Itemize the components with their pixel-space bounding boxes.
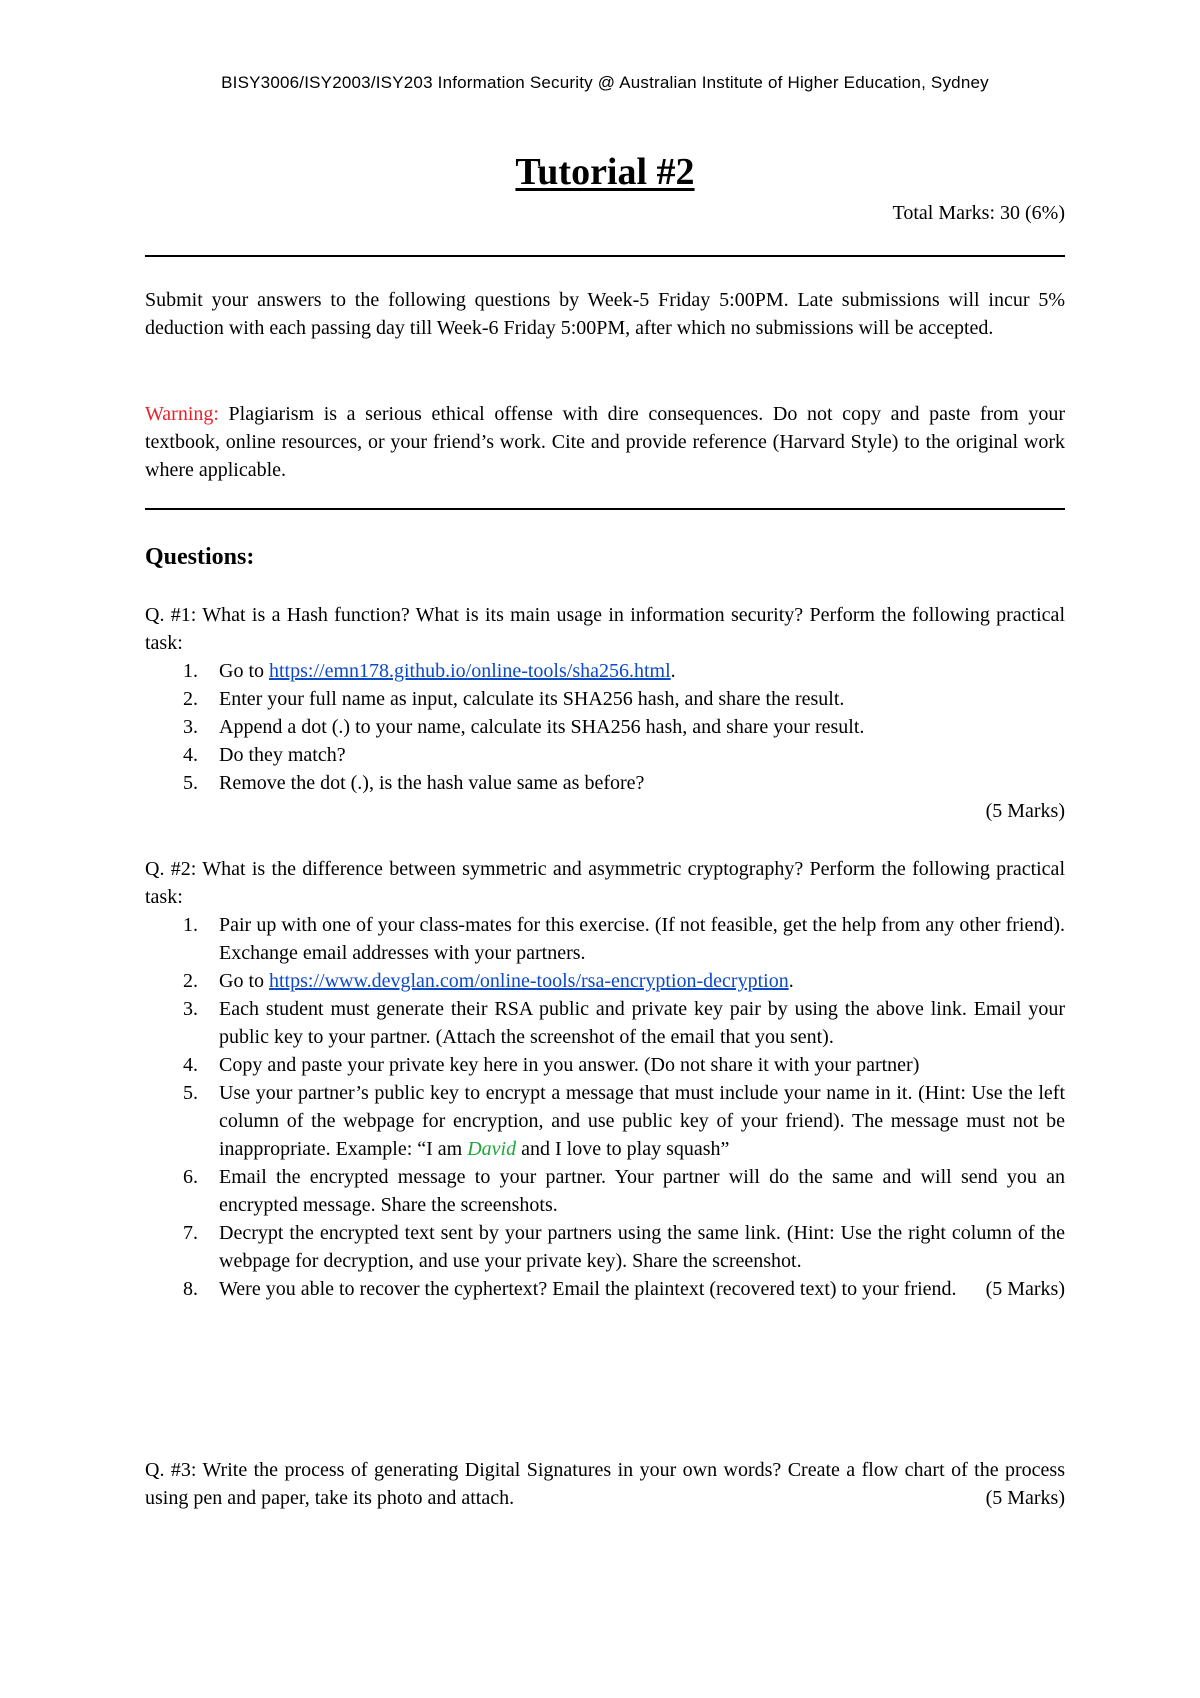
list-item: 1. Pair up with one of your class-mates for this exercise. (If not feasible, get the help from any other friend). Exchange email addresses with your partners. — [183, 914, 1065, 964]
list-item: 5. Remove the dot (.), is the hash value same as before? — [183, 772, 645, 794]
list-item: 3. Each student must generate their RSA public and private key pair by using the above link. Email your public key to your partner. (Attach the screenshot of the email that you sent). — [183, 998, 1065, 1048]
divider-bottom — [145, 508, 1065, 510]
total-marks: Total Marks: 30 (6%) — [892, 202, 1065, 224]
divider-top — [145, 255, 1065, 257]
list-item: 4. Do they match? — [183, 744, 346, 766]
question-2 — [145, 855, 1065, 1303]
list-item: 1. Go to https://emn178.github.io/online-tools/sha256.html. — [183, 660, 676, 682]
question-1-text: Q. #1: What is a Hash function? What is its main usage in information security? Perform the following practical task: — [145, 604, 1065, 654]
question-1 — [145, 601, 1065, 825]
question-2-text: Q. #2: What is the difference between symmetric and asymmetric cryptography? Perform the following practical task: — [145, 858, 1065, 908]
questions-heading: Questions: — [145, 544, 255, 570]
question-3-text: Q. #3: Write the process of generating Digital Signatures in your own words? Create a flow chart of the process using pen and paper, take its photo and attach. — [145, 1459, 1065, 1509]
list-item: 2. Go to https://www.devglan.com/online-tools/rsa-encryption-decryption. — [183, 970, 794, 992]
question-2-marks: (5 Marks) — [985, 1278, 1065, 1300]
example-name: David — [467, 1138, 517, 1160]
plagiarism-warning — [145, 400, 1065, 484]
question-3 — [145, 1456, 1065, 1512]
warning-text: Plagiarism is a serious ethical offense with dire consequences. Do not copy and paste from your textbook, online resources, or your friend’s work. Cite and provide reference (Harvard Style) to the original work where applicable. — [145, 403, 1065, 481]
running-header: BISY3006/ISY2003/ISY203 Information Security @ Australian Institute of Higher Education, Sydney — [221, 73, 989, 92]
list-item: 6. Email the encrypted message to your partner. Your partner will do the same and will send you an encrypted message. Share the screenshots. — [183, 1166, 1065, 1216]
list-item: 4. Copy and paste your private key here in you answer. (Do not share it with your partner) — [183, 1054, 920, 1076]
list-item: 2. Enter your full name as input, calculate its SHA256 hash, and share the result. — [183, 688, 845, 710]
question-1-marks: (5 Marks) — [985, 800, 1065, 822]
question-3-marks: (5 Marks) — [985, 1487, 1065, 1509]
warning-label: Warning: — [145, 403, 219, 425]
question-1-steps — [145, 657, 1065, 797]
page-title: Tutorial #2 — [515, 151, 695, 193]
list-item: 3. Append a dot (.) to your name, calculate its SHA256 hash, and share your result. — [183, 716, 865, 738]
submission-instructions: Submit your answers to the following questions by Week-5 Friday 5:00PM. Late submissions will incur 5% deduction with each passing day till Week-6 Friday 5:00PM, after which no submissions will be accepted. — [145, 289, 1065, 339]
list-item: 5. Use your partner’s public key to encrypt a message that must include your name in it. (Hint: Use the left column of the webpage for encryption, and use public key of your friend). The message must not be inappropriate. Example: “I am David and I love to play squash” — [183, 1082, 1065, 1160]
list-item: 7. Decrypt the encrypted text sent by your partners using the same link. (Hint: Use the right column of the webpage for decryption, and use your private key). Share the screenshot. — [183, 1222, 1065, 1272]
list-item: 8. Were you able to recover the cyphertext? Email the plaintext (recovered text) to your friend. (5 Marks) — [145, 1275, 1065, 1303]
sha256-tool-link[interactable]: https://emn178.github.io/online-tools/sha256.html — [269, 660, 671, 682]
question-2-steps — [145, 911, 1065, 1303]
rsa-tool-link[interactable]: https://www.devglan.com/online-tools/rsa-encryption-decryption — [269, 970, 789, 992]
